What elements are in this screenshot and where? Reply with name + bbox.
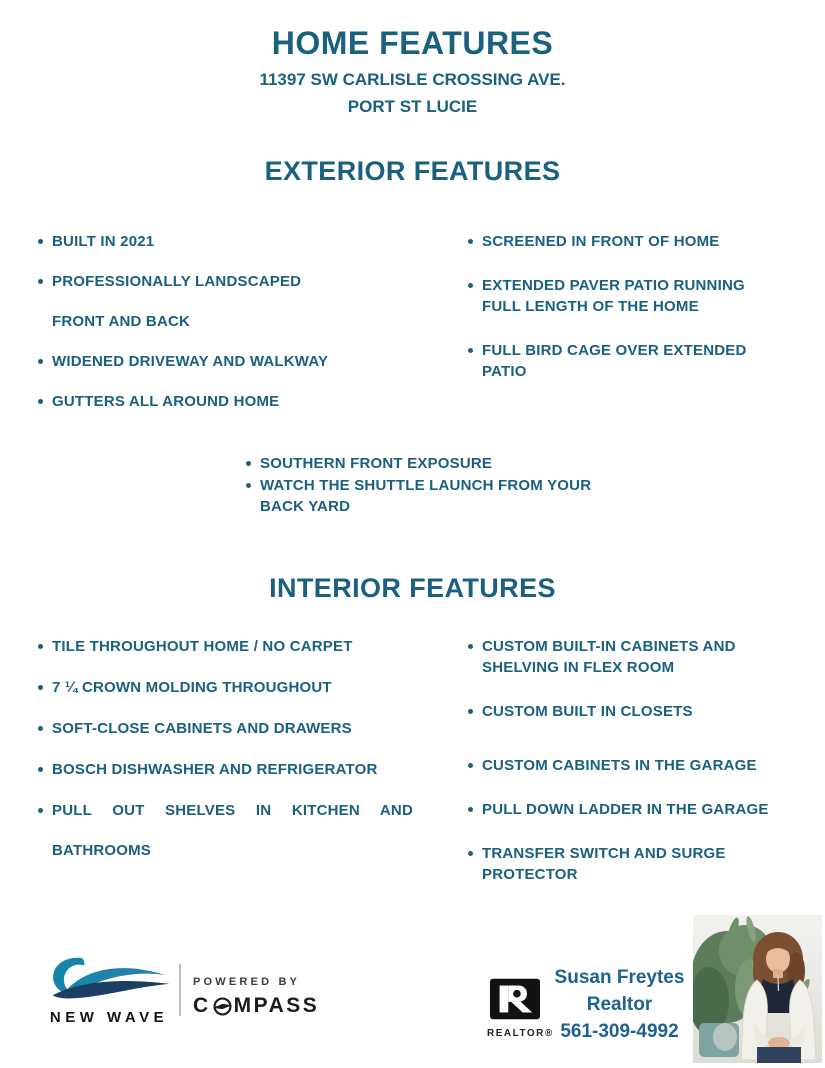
list-item: SCREENED IN FRONT OF HOME xyxy=(482,231,825,252)
agent-photo xyxy=(693,915,822,1063)
address-line-1: 11397 SW CARLISLE CROSSING AVE. xyxy=(259,70,566,89)
bullet-icon xyxy=(38,359,43,364)
exterior-center-list xyxy=(260,453,825,517)
interior-right-list xyxy=(482,636,825,885)
list-item: FULL BIRD CAGE OVER EXTENDED PATIO xyxy=(482,340,825,382)
bullet-icon xyxy=(38,399,43,404)
list-item: WATCH THE SHUTTLE LAUNCH FROM YOUR BACK YARD xyxy=(260,475,825,517)
list-item: TRANSFER SWITCH AND SURGE PROTECTOR xyxy=(482,843,825,885)
list-item: 7 ¼ CROWN MOLDING THROUGHOUT xyxy=(52,677,430,698)
list-item: BUILT IN 2021 xyxy=(52,231,430,252)
wave-icon xyxy=(46,956,172,1000)
exterior-left-list xyxy=(52,231,430,412)
list-item: TILE THROUGHOUT HOME / NO CARPET xyxy=(52,636,430,657)
bullet-icon xyxy=(468,644,473,649)
agent-title: Realtor xyxy=(586,994,653,1015)
list-item: CUSTOM CABINETS IN THE GARAGE xyxy=(482,755,825,776)
agent-portrait-illustration xyxy=(693,915,822,1063)
bullet-icon xyxy=(38,279,43,284)
exterior-heading: EXTERIOR FEATURES xyxy=(264,156,561,186)
address-line-2: PORT ST LUCIE xyxy=(347,97,478,116)
exterior-columns xyxy=(0,231,825,431)
compass-logo xyxy=(193,976,319,1018)
realtor-label: REALTOR® xyxy=(487,1028,554,1039)
agent-info xyxy=(547,964,692,1045)
bullet-icon xyxy=(38,767,43,772)
bullet-icon xyxy=(38,644,43,649)
bullet-icon xyxy=(246,461,251,466)
interior-columns xyxy=(0,636,825,908)
list-item: CUSTOM BUILT IN CLOSETS xyxy=(482,701,825,722)
compass-wordmark xyxy=(193,994,319,1018)
bullet-icon xyxy=(38,685,43,690)
bullet-icon xyxy=(468,239,473,244)
list-item: CUSTOM BUILT-IN CABINETS AND SHELVING IN FLEX ROOM xyxy=(482,636,825,678)
interior-left-list xyxy=(52,636,430,861)
bullet-icon xyxy=(468,283,473,288)
header xyxy=(0,0,825,120)
compass-o-icon xyxy=(212,996,233,1017)
bullet-icon xyxy=(38,726,43,731)
compass-letter-c: C xyxy=(193,994,211,1017)
bullet-icon xyxy=(38,808,43,813)
list-item: BOSCH DISHWASHER AND REFRIGERATOR xyxy=(52,759,430,780)
list-item: SOUTHERN FRONT EXPOSURE xyxy=(260,453,825,474)
bullet-icon xyxy=(246,483,251,488)
footer-divider xyxy=(179,964,181,1016)
list-item: PROFESSIONALLY LANDSCAPED FRONT AND BACK xyxy=(52,271,430,332)
list-item: SOFT-CLOSE CABINETS AND DRAWERS xyxy=(52,718,430,739)
bullet-icon xyxy=(38,239,43,244)
realtor-logo xyxy=(487,978,554,1039)
new-wave-wordmark: NEW WAVE xyxy=(49,1009,169,1026)
powered-by-label: POWERED BY xyxy=(193,976,301,988)
new-wave-logo xyxy=(45,956,173,1026)
list-item: PULL DOWN LADDER IN THE GARAGE xyxy=(482,799,825,820)
list-item: GUTTERS ALL AROUND HOME xyxy=(52,391,430,412)
bullet-icon xyxy=(468,763,473,768)
compass-letters-mpass: MPASS xyxy=(233,994,320,1017)
realtor-r-icon xyxy=(490,978,540,1020)
bullet-icon xyxy=(468,807,473,812)
bullet-icon xyxy=(468,348,473,353)
page-title: HOME FEATURES xyxy=(271,25,554,61)
exterior-right-list xyxy=(482,231,825,382)
interior-heading: INTERIOR FEATURES xyxy=(269,573,556,603)
bullet-icon xyxy=(468,851,473,856)
list-item: PULL OUT SHELVES IN KITCHEN AND BATHROOMS xyxy=(52,800,430,861)
list-item: WIDENED DRIVEWAY AND WALKWAY xyxy=(52,351,430,372)
footer xyxy=(0,918,825,1068)
agent-name: Susan Freytes xyxy=(554,967,685,988)
list-item: EXTENDED PAVER PATIO RUNNING FULL LENGTH OF THE HOME xyxy=(482,275,825,317)
bullet-icon xyxy=(468,709,473,714)
agent-phone: 561-309-4992 xyxy=(560,1021,679,1042)
